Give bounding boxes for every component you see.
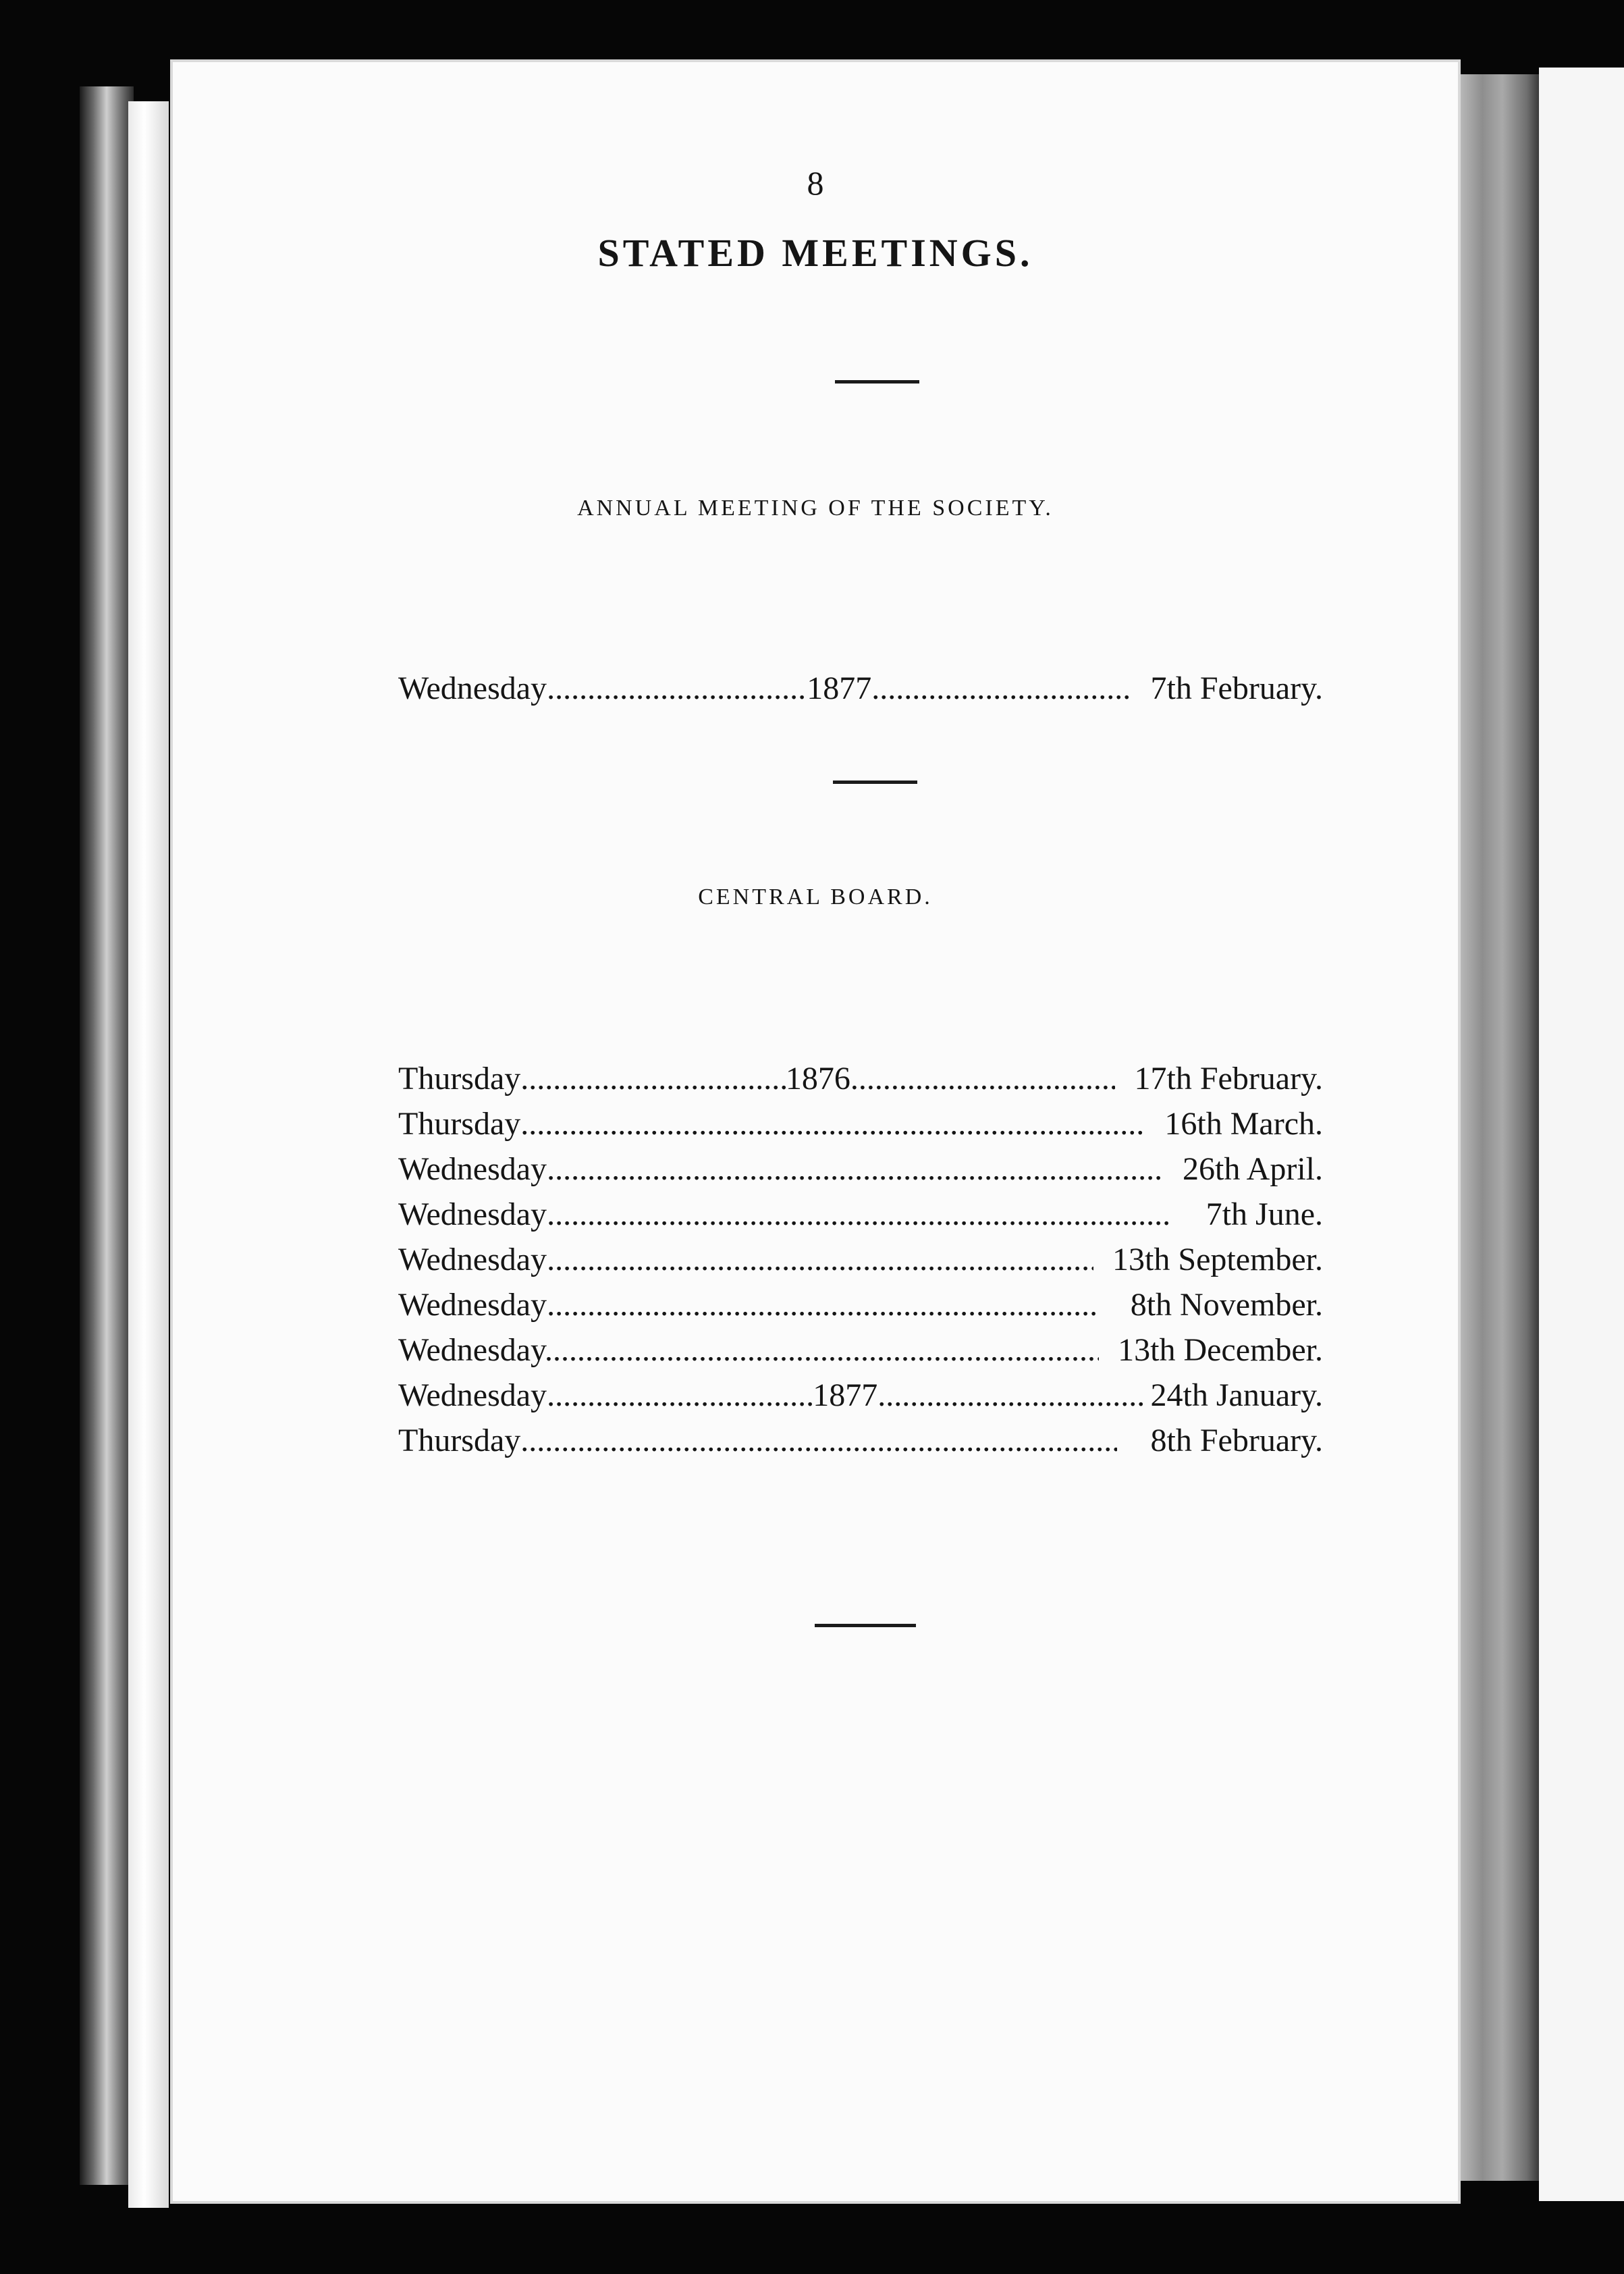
meeting-year: 1877 — [813, 1377, 878, 1413]
central-board-row — [398, 1330, 1323, 1371]
meeting-date: 24th January. — [1150, 1377, 1323, 1413]
book-gutter-right — [1458, 74, 1539, 2181]
dot-leader — [520, 1059, 786, 1099]
book-binding-edge-left — [80, 86, 134, 2185]
dot-leader — [547, 1194, 1172, 1235]
meeting-day: Wednesday. — [398, 1332, 553, 1368]
meeting-day: Thursday — [398, 1061, 521, 1096]
meeting-date: 26th April. — [1182, 1151, 1323, 1187]
meeting-year: 1876 — [785, 1061, 850, 1096]
meeting-day: Wednesday — [398, 1287, 547, 1323]
dot-leader — [871, 668, 1131, 709]
page-stack-edge-left — [128, 101, 169, 2208]
central-board-heading: CENTRAL BOARD. — [698, 884, 933, 909]
meeting-date: 8th February. — [1150, 1423, 1323, 1458]
meeting-day: Wednesday — [398, 1242, 547, 1277]
dot-leader — [520, 1104, 1145, 1144]
dot-leader — [520, 1421, 1116, 1461]
meeting-date: 8th November. — [1130, 1287, 1323, 1323]
meeting-date: 7th June. — [1206, 1196, 1323, 1232]
dot-leader — [547, 1149, 1164, 1190]
facing-page — [1539, 68, 1624, 2201]
divider-rule — [815, 1624, 916, 1627]
meeting-year: 1877 — [807, 670, 872, 706]
meeting-day: Thursday — [398, 1423, 521, 1458]
central-board-row — [398, 1059, 1323, 1099]
divider-rule — [833, 781, 917, 784]
meeting-day: Wednesday — [398, 1196, 547, 1232]
central-board-row — [398, 1194, 1323, 1235]
dot-leader — [547, 1240, 1093, 1280]
dot-leader — [553, 1330, 1099, 1371]
annual-meeting-heading: ANNUAL MEETING OF THE SOCIETY. — [577, 496, 1054, 521]
document-page — [170, 59, 1461, 2204]
meeting-date: 13th December. — [1118, 1332, 1323, 1368]
meeting-day: Wednesday — [398, 1377, 547, 1413]
annual-meeting-row — [398, 668, 1323, 709]
meeting-date: 13th September. — [1112, 1242, 1323, 1277]
central-board-row — [398, 1149, 1323, 1190]
meeting-day: Thursday — [398, 1106, 521, 1142]
page-number: 8 — [807, 164, 824, 202]
dot-leader — [547, 1285, 1097, 1325]
meeting-date: 16th March. — [1164, 1106, 1323, 1142]
divider-rule — [835, 380, 919, 384]
meeting-day: Wednesday — [398, 670, 547, 706]
central-board-row — [398, 1285, 1323, 1325]
dot-leader — [850, 1059, 1116, 1099]
page-title: STATED MEETINGS. — [597, 231, 1033, 275]
meeting-date: 7th February. — [1150, 670, 1323, 706]
dot-leader — [547, 1375, 813, 1416]
central-board-row — [398, 1421, 1323, 1461]
central-board-row — [398, 1104, 1323, 1144]
central-board-row — [398, 1240, 1323, 1280]
central-board-row — [398, 1375, 1323, 1416]
meeting-day: Wednesday — [398, 1151, 547, 1187]
meeting-date: 17th February. — [1134, 1061, 1323, 1096]
dot-leader — [547, 668, 807, 709]
dot-leader — [877, 1375, 1143, 1416]
